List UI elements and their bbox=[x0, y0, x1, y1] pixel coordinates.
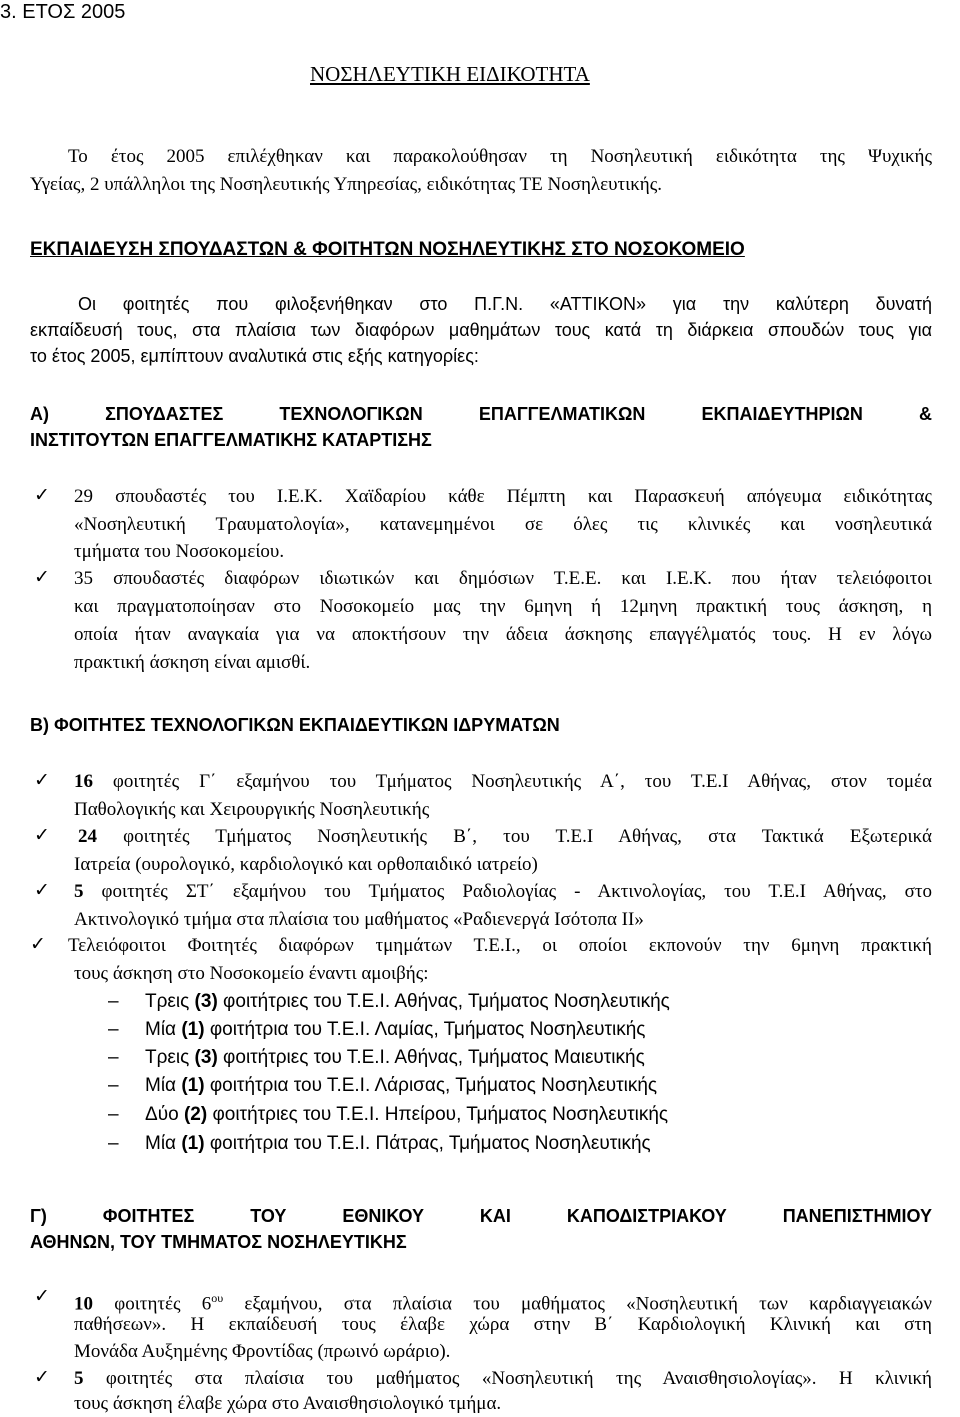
count-10: 10 bbox=[74, 1293, 93, 1315]
section-a-heading-line-2: ΙΝΣΤΙΤΟΥΤΩΝ ΕΠΑΓΓΕΛΜΑΤΙΚΗΣ ΚΑΤΑΡΤΙΣΗΣ bbox=[30, 430, 432, 450]
sub-item-number: (1) bbox=[181, 1075, 205, 1096]
sub-item-pre: Μία bbox=[145, 1019, 182, 1040]
dash-icon: – bbox=[108, 1133, 119, 1154]
students-intro-line-1: Οι φοιτητές που φιλοξενήθηκαν στο Π.Γ.Ν. «ΑΤΤΙΚΟΝ» για την καλύτερη δυνατή bbox=[78, 294, 932, 314]
dash-icon: – bbox=[108, 991, 119, 1012]
section-b-item-1-line-1 bbox=[74, 769, 932, 795]
section-a-item-2-line-1: 35 σπουδαστές διαφόρων ιδιωτικών και δημόσιων Τ.Ε.Ε. και Ι.Ε.Κ. που ήταν τελειόφοιτοι bbox=[74, 568, 932, 589]
item-text: φοιτητές Γ΄ εξαμήνου του Τμήματος Νοσηλευτικής Α΄, του Τ.Ε.Ι Αθήνας, στον τομέα bbox=[93, 771, 932, 792]
sub-item-5 bbox=[145, 1102, 668, 1128]
item-text: φοιτητές Τμήματος Νοσηλευτικής Β΄, του Τ.Ε.Ι Αθήνας, στα Τακτικά Εξωτερικά bbox=[97, 826, 932, 847]
education-heading: ΕΚΠΑΙΔΕΥΣΗ ΣΠΟΥΔΑΣΤΩΝ & ΦΟΙΤΗΤΩΝ ΝΟΣΗΛΕΥΤΙΚΗΣ ΣΤΟ ΝΟΣΟΚΟΜΕΙΟ bbox=[30, 239, 745, 260]
sub-item-4 bbox=[145, 1073, 657, 1099]
count-16: 16 bbox=[74, 771, 93, 792]
check-icon: ✓ bbox=[34, 879, 50, 901]
section-b-item-4-line-2: τους άσκηση στο Νοσοκομείο έναντι αμοιβής: bbox=[74, 963, 429, 984]
count-24: 24 bbox=[78, 826, 97, 847]
section-c-item-1-line-2: παθήσεων». Η εκπαίδευσή τους έλαβε χώρα στην Β΄ Καρδιολογική Κλινική και στη bbox=[74, 1314, 932, 1335]
check-icon: ✓ bbox=[34, 566, 50, 588]
students-intro-line-3: το έτος 2005, εμπίπτουν αναλυτικά στις εξής κατηγορίες: bbox=[30, 346, 479, 366]
count-5: 5 bbox=[74, 881, 84, 902]
check-icon: ✓ bbox=[34, 484, 50, 506]
section-b-item-2-line-2: Ιατρεία (ουρολογικό, καρδιολογικό και ορθοπαιδικό ιατρείο) bbox=[74, 854, 538, 875]
specialty-title: ΝΟΣΗΛΕΥΤΙΚΗ ΕΙΔΙΚΟΤΗΤΑ bbox=[310, 62, 590, 86]
sub-item-post: φοιτήτριες του Τ.Ε.Ι. Ηπείρου, Τμήματος Νοσηλευτικής bbox=[207, 1104, 669, 1125]
item-text: φοιτητές 6 bbox=[93, 1293, 212, 1315]
dash-icon: – bbox=[108, 1047, 119, 1068]
sub-item-pre: Μία bbox=[145, 1075, 182, 1096]
check-icon: ✓ bbox=[34, 769, 50, 791]
sub-item-number: (3) bbox=[194, 1047, 218, 1068]
sub-item-pre: Δύο bbox=[145, 1104, 184, 1125]
sub-item-2 bbox=[145, 1017, 645, 1043]
section-a-item-2-line-2: και πραγματοποίησαν στο Νοσοκομείο μας την 6μηνη ή 12μηνη πρακτική τους άσκηση, η bbox=[74, 596, 932, 617]
check-icon: ✓ bbox=[34, 1285, 50, 1307]
sub-item-post: φοιτήτριες του Τ.Ε.Ι. Αθήνας, Τμήματος Νοσηλευτικής bbox=[217, 991, 670, 1012]
section-c-item-1-line-3: Μονάδα Αυξημένης Φροντίδας (πρωινό ωράριο). bbox=[74, 1341, 451, 1362]
section-b-heading: Β) ΦΟΙΤΗΤΕΣ ΤΕΧΝΟΛΟΓΙΚΩΝ ΕΚΠΑΙΔΕΥΤΙΚΩΝ ΙΔΡΥΜΑΤΩΝ bbox=[30, 715, 560, 735]
count-5: 5 bbox=[74, 1368, 84, 1389]
section-b-item-3-line-2: Ακτινολογικό τμήμα στα πλαίσια του μαθήματος «Ραδιενεργά Ισότοπα ΙΙ» bbox=[74, 909, 644, 930]
sub-item-number: (1) bbox=[181, 1019, 205, 1040]
section-a-item-2-line-4: πρακτική άσκηση είναι αμισθί. bbox=[74, 652, 311, 673]
section-b-item-1-line-2: Παθολογικής και Χειρουργικής Νοσηλευτικής bbox=[74, 799, 430, 820]
dash-icon: – bbox=[108, 1075, 119, 1096]
item-text: φοιτητές ΣΤ΄ εξαμήνου του Τμήματος Ραδιολογίας - Ακτινολογίας, του Τ.Ε.Ι Αθήνας, στο bbox=[83, 881, 932, 902]
section-heading: 3. ΕΤΟΣ 2005 bbox=[0, 1, 126, 23]
intro-line-2: Υγείας, 2 υπάλληλοι της Νοσηλευτικής Υπηρεσίας, ειδικότητας ΤΕ Νοσηλευτικής. bbox=[30, 174, 663, 195]
section-a-item-1-line-1: 29 σπουδαστές του Ι.Ε.Κ. Χαϊδαρίου κάθε Πέμπτη και Παρασκευή απόγευμα ειδικότητας bbox=[74, 486, 932, 507]
check-icon: ✓ bbox=[34, 824, 50, 846]
ordinal-suffix: ου bbox=[211, 1291, 224, 1305]
sub-item-post: φοιτήτριες του Τ.Ε.Ι. Αθήνας, Τμήματος Μαιευτικής bbox=[217, 1047, 645, 1068]
section-b-item-4-line-1: Τελειόφοιτοι Φοιτητές διαφόρων τμημάτων Τ.Ε.Ι., οι οποίοι εκπονούν την 6μηνη πρακτική bbox=[68, 935, 932, 956]
section-b-item-3-line-1 bbox=[74, 879, 932, 905]
sub-item-number: (3) bbox=[194, 991, 218, 1012]
check-icon: ✓ bbox=[30, 933, 46, 955]
item-text: εξαμήνου, στα πλαίσια του μαθήματος «Νοσηλευτική των καρδιαγγειακών bbox=[223, 1293, 932, 1315]
sub-item-post: φοιτήτρια του Τ.Ε.Ι. Πάτρας, Τμήματος Νοσηλευτικής bbox=[204, 1133, 651, 1154]
sub-item-3 bbox=[145, 1045, 645, 1071]
section-a-item-1-line-2: «Νοσηλευτική Τραυματολογία», κατανεμημένοι σε όλες τις κλινικές και νοσηλευτικά bbox=[74, 514, 932, 535]
section-b-item-2-line-1 bbox=[78, 824, 932, 850]
check-icon: ✓ bbox=[34, 1366, 50, 1388]
section-a-item-1-line-3: τμήματα του Νοσοκομείου. bbox=[74, 541, 285, 562]
sub-item-number: (2) bbox=[183, 1104, 208, 1125]
intro-line-1: Το έτος 2005 επιλέχθηκαν και παρακολούθησαν τη Νοσηλευτική ειδικότητα της Ψυχικής bbox=[68, 146, 932, 167]
section-c-heading-line-2: ΑΘΗΝΩΝ, ΤΟΥ ΤΜΗΜΑΤΟΣ ΝΟΣΗΛΕΥΤΙΚΗΣ bbox=[30, 1232, 407, 1252]
students-intro-line-2: εκπαίδευσή τους, στα πλαίσια των διαφόρων μαθημάτων τους κατά τη διάρκεια σπουδών τους για bbox=[30, 320, 932, 340]
sub-item-pre: Τρεις bbox=[145, 1047, 195, 1068]
sub-item-pre: Τρεις bbox=[145, 991, 195, 1012]
dash-icon: – bbox=[108, 1019, 119, 1040]
sub-item-post: φοιτήτρια του Τ.Ε.Ι. Λάρισας, Τμήματος Νοσηλευτικής bbox=[204, 1075, 658, 1096]
sub-item-post: φοιτήτρια του Τ.Ε.Ι. Λαμίας, Τμήματος Νοσηλευτικής bbox=[204, 1019, 646, 1040]
sub-item-6 bbox=[145, 1131, 651, 1157]
section-c-item-2-line-1 bbox=[74, 1366, 932, 1392]
section-a-item-2-line-3: οποία ήταν αναγκαία για να αποκτήσουν την άδεια άσκησης επαγγέλματός τους. Η εν λόγω bbox=[74, 624, 932, 645]
section-c-heading-line-1: Γ) ΦΟΙΤΗΤΕΣ ΤΟΥ ΕΘΝΙΚΟΥ ΚΑΙ ΚΑΠΟΔΙΣΤΡΙΑΚΟΥ ΠΑΝΕΠΙΣΤΗΜΙΟΥ bbox=[30, 1206, 932, 1226]
section-a-heading-line-1: Α) ΣΠΟΥΔΑΣΤΕΣ ΤΕΧΝΟΛΟΓΙΚΩΝ ΕΠΑΓΓΕΛΜΑΤΙΚΩΝ ΕΚΠΑΙΔΕΥΤΗΡΙΩΝ & bbox=[30, 404, 932, 424]
item-text: φοιτητές στα πλαίσια του μαθήματος «Νοσηλευτική της Αναισθησιολογίας». Η κλινική bbox=[83, 1368, 932, 1389]
section-c-item-2-line-2: τους άσκηση έλαβε χώρα στο Αναισθησιολογικό τμήμα. bbox=[74, 1393, 502, 1414]
sub-item-number: (1) bbox=[181, 1133, 205, 1154]
sub-item-1 bbox=[145, 989, 670, 1015]
dash-icon: – bbox=[108, 1104, 119, 1125]
sub-item-pre: Μία bbox=[145, 1133, 182, 1154]
